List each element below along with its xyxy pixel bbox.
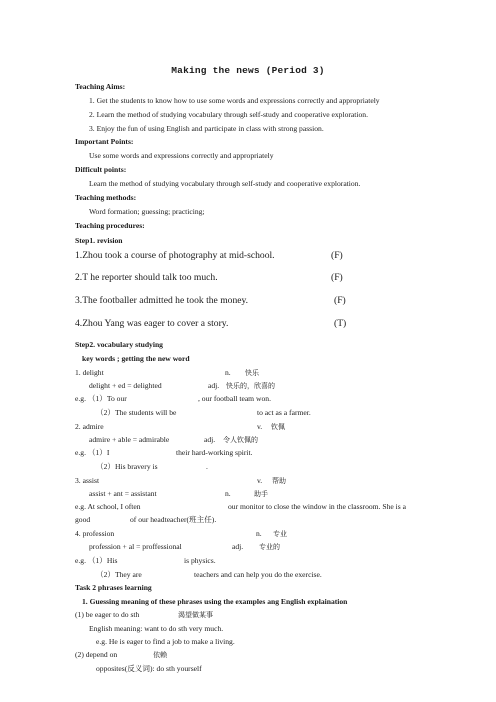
aim-item: 1. Get the students to know how to use some words and expressions correctly and appropriately <box>89 96 380 105</box>
word-pos: adj. <box>232 542 244 551</box>
word-pos: n. <box>256 529 262 538</box>
phrase-chinese: 依赖 <box>153 651 167 659</box>
task2-subheading: 1. Guessing meaning of these phrases using the examples ang English explaination <box>82 597 348 606</box>
example-line: , our football team won. <box>198 394 271 403</box>
phrase-head: (1) be eager to do sth <box>75 610 140 619</box>
example-line: e.g. At school, I often <box>75 502 141 511</box>
word-pos: v. <box>257 476 263 485</box>
procedures-heading: Teaching procedures: <box>75 221 145 230</box>
phrase-meaning: English meaning: want to do sth very much. <box>89 624 224 633</box>
example-line: （2）His bravery is <box>96 462 158 471</box>
important-heading: Important Points: <box>75 137 134 146</box>
example-line: our monitor to close the window in the classroom. She is a <box>228 502 407 511</box>
word-formation: delight + ed = delighted <box>89 381 162 390</box>
document-title: Making the news (Period 3) <box>171 65 325 76</box>
aims-heading: Teaching Aims: <box>75 82 126 91</box>
word-entry: 1. delight <box>75 368 104 377</box>
task2-heading: Task 2 phrases learning <box>75 583 152 592</box>
word-chinese: 专业的 <box>259 543 280 551</box>
word-formation: profession + al = proffessional <box>89 542 182 551</box>
revision-mark: (F) <box>331 250 343 261</box>
example-line: （2）The students will be <box>96 408 177 417</box>
word-pos: n. <box>225 489 231 498</box>
word-pos: adj. <box>208 381 220 390</box>
step1-heading: Step1. revision <box>75 236 123 245</box>
revision-mark: (T) <box>334 318 347 329</box>
example-line: good <box>75 515 91 524</box>
revision-item: 1.Zhou took a course of photography at mid-school. <box>75 250 275 261</box>
example-line: e.g. （1）To our <box>75 394 127 403</box>
aim-item: 3. Enjoy the fun of using English and participate in class with strong passion. <box>89 124 324 133</box>
aim-item: 2. Learn the method of studying vocabulary through self-study and cooperative exploration. <box>89 110 368 119</box>
word-pos: adj. <box>204 435 216 444</box>
example-line: （2）They are <box>96 570 142 579</box>
revision-item: 2.T he reporter should talk too much. <box>75 272 218 283</box>
word-pos: n. <box>225 368 231 377</box>
word-formation: assist + ant = assistant <box>89 489 157 498</box>
word-chinese: 快乐的，欣喜的 <box>226 382 275 390</box>
word-chinese: 帮助 <box>272 477 286 485</box>
word-formation: admire + able = admirable <box>89 435 170 444</box>
revision-item: 4.Zhou Yang was eager to cover a story. <box>75 318 229 329</box>
example-line: of our headteacher(班主任). <box>130 515 217 524</box>
example-line: is physics. <box>184 556 216 565</box>
phrase-opposite: opposites(反义词): do sth yourself <box>96 664 202 673</box>
word-chinese: 助手 <box>254 490 268 498</box>
example-line: . <box>206 462 208 471</box>
word-chinese: 快乐 <box>245 369 259 377</box>
example-line: to act as a farmer. <box>257 408 311 417</box>
word-entry: 2. admire <box>75 422 104 431</box>
step2-subheading: key words ; getting the new word <box>82 354 190 363</box>
difficult-heading: Difficult points: <box>75 165 127 174</box>
word-pos: v. <box>257 422 263 431</box>
phrase-head: (2) depend on <box>75 650 118 659</box>
difficult-text: Learn the method of studying vocabulary through self-study and cooperative exploration. <box>89 179 361 188</box>
example-line: teachers and can help you do the exercise. <box>194 570 322 579</box>
step2-heading: Step2. vocabulary studying <box>75 340 163 349</box>
example-line: e.g. （1）I <box>75 448 110 457</box>
example-line: their hard-working spirit. <box>176 448 253 457</box>
revision-mark: (F) <box>334 295 346 306</box>
word-chinese: 专业 <box>273 530 287 538</box>
important-text: Use some words and expressions correctly and appropriately <box>89 151 274 160</box>
example-line: e.g. （1）His <box>75 556 118 565</box>
word-chinese: 钦佩 <box>271 423 285 431</box>
word-entry: 4. profession <box>75 529 115 538</box>
revision-item: 3.The footballer admitted he took the money. <box>75 295 249 306</box>
word-chinese: 令人钦佩的 <box>223 436 258 444</box>
phrase-example: e.g. He is eager to find a job to make a living. <box>96 637 235 646</box>
methods-heading: Teaching methods: <box>75 193 137 202</box>
methods-text: Word formation; guessing; practicing; <box>89 207 205 216</box>
word-entry: 3. assist <box>75 476 100 485</box>
revision-mark: (F) <box>331 272 343 283</box>
phrase-chinese: 渴望做某事 <box>178 611 213 619</box>
